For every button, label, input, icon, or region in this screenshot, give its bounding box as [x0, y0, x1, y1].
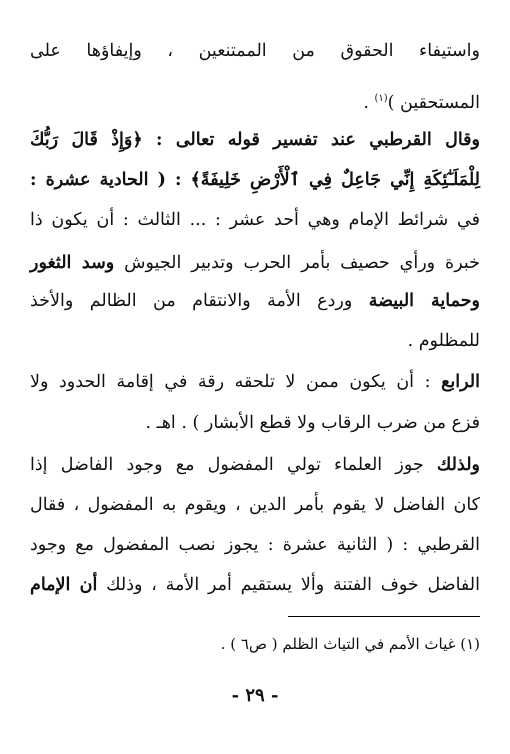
text-line-8: للمظلوم . — [407, 331, 480, 351]
text-span: خبرة ورأي حصيف بأمر الحرب وتدبير الجيوش — [124, 253, 480, 273]
text-span: : أن يكون ممن لا تلحقه رقة في إقامة الحدود ولا — [30, 372, 431, 392]
text-line-12: كان الفاضل لا يقوم بأمر الدين ، ويقوم به المفضول ، فقال — [30, 495, 480, 515]
text-line-9 — [30, 367, 480, 397]
bold-phrase: ولذلك — [436, 455, 480, 475]
text-line-1: واستيفاء الحقوق من الممتنعين ، وإيفاؤها على — [30, 41, 480, 61]
text-line-7 — [30, 286, 480, 316]
text-span: وردع الأمة والانتقام من الظالم والأخذ — [30, 291, 353, 311]
page-number: - ٢٩ - — [231, 685, 279, 706]
text-line-2 — [30, 84, 480, 118]
text-span: جوز العلماء تولي المفضول مع وجود الفاضل إذا — [30, 455, 424, 475]
bold-phrase: وحماية البيضة — [368, 291, 480, 311]
text-line-11 — [30, 450, 480, 480]
footnote-divider — [288, 616, 480, 617]
bold-phrase: وسد الثغور — [30, 253, 115, 273]
text-line-5: في شرائط الإمام وهي أحد عشر : ... الثالث : أن يكون ذا — [30, 210, 480, 230]
text-span: . — [363, 92, 375, 113]
text-span: المستحقين ) — [387, 92, 480, 113]
text-line-3: وقال القرطبي عند تفسير قوله تعالى : ﴿وَإِذْ قَالَ رَبُّكَ — [30, 130, 480, 150]
text-line-13: القرطبي : ( الثانية عشرة : يجوز نصب المفضول مع وجود — [30, 535, 480, 555]
footnote: (١) غياث الأمم في التياث الظلم ( ص٦ ) . — [220, 635, 480, 653]
text-line-4: لِلْمَلَـٰٓئِكَةِ إِنِّي جَاعِلٌ فِي ٱلْأَرْضِ خَلِيفَةً﴾ : ( الحادية عشرة : — [30, 170, 480, 190]
text-line-6 — [30, 248, 480, 278]
bold-phrase: الرابع — [441, 372, 480, 392]
bold-phrase: أن الإمام — [30, 575, 98, 595]
text-line-14 — [30, 570, 480, 600]
text-line-10: فزع من ضرب الرقاب ولا قطع الأبشار ) . اهـ . — [145, 413, 480, 433]
text-span: الفاضل خوف الفتنة وألا يستقيم أمر الأمة ، وذلك — [106, 575, 480, 595]
footnote-marker: (١) — [374, 93, 388, 104]
